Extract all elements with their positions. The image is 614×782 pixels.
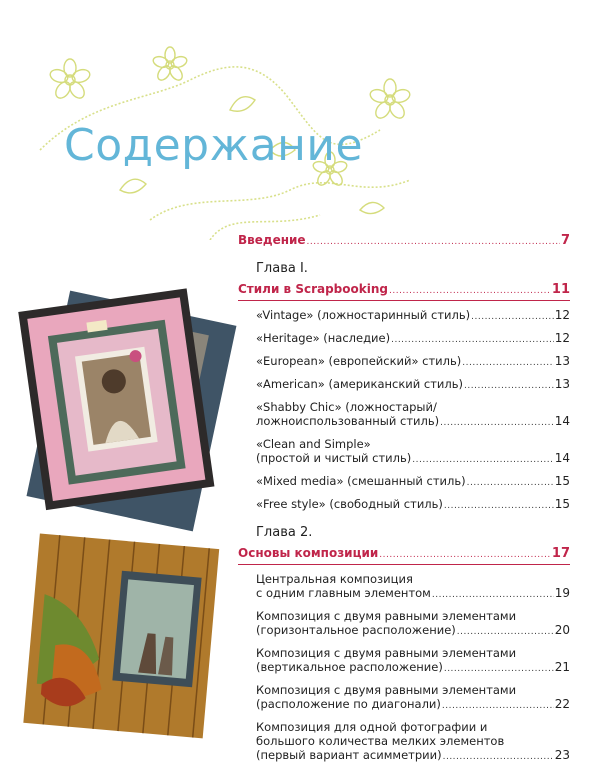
toc-entry-page: 22 <box>554 697 570 711</box>
toc-entry-line: «Vintage» (ложностаринный стиль) <box>256 308 471 322</box>
chapter-1-heading: Глава I. <box>256 261 308 276</box>
toc-entry[interactable] <box>238 437 570 467</box>
toc-chapter2-section[interactable] <box>238 546 570 565</box>
toc-entry-page: 19 <box>554 586 570 600</box>
toc-entry-last-line <box>256 377 570 393</box>
toc-leader-dots <box>467 476 554 490</box>
toc-entry-last-line <box>256 474 570 490</box>
toc-entry-line: большого количества мелких элементов <box>256 734 505 748</box>
toc-leader-dots <box>307 235 560 249</box>
toc-entry-last-line <box>256 748 570 764</box>
toc-leader-dots <box>457 625 554 639</box>
toc-entry[interactable] <box>238 497 570 513</box>
toc-entry-line: «Shabby Chic» (ложностарый/ <box>256 400 437 414</box>
toc-entry-last-line <box>256 331 570 347</box>
toc-leader-dots <box>391 333 554 347</box>
toc-entry-line: с одним главным элементом <box>256 586 431 600</box>
toc-entry[interactable] <box>238 609 570 639</box>
toc-section-page: 17 <box>551 546 570 561</box>
toc-chapter1-section[interactable] <box>238 282 570 301</box>
toc-entry-page: 13 <box>554 377 570 391</box>
toc-leader-dots <box>432 588 554 602</box>
toc-entry-last-line <box>256 451 570 467</box>
toc-leader-dots <box>471 310 554 324</box>
toc-leader-dots <box>464 379 554 393</box>
toc-leader-dots <box>462 356 553 370</box>
toc-entry-line: «American» (американский стиль) <box>256 377 464 391</box>
toc-leader-dots <box>444 499 554 513</box>
toc-section-label: Основы композиции <box>238 546 379 560</box>
toc-entry-page: 21 <box>554 660 570 674</box>
table-of-contents <box>238 233 570 764</box>
toc-entry-page: 15 <box>554 497 570 511</box>
toc-entry-line: (вертикальное расположение) <box>256 660 443 674</box>
toc-entry-last-line <box>256 623 570 639</box>
toc-leader-dots <box>412 453 553 467</box>
toc-entry-line: (горизонтальное расположение) <box>256 623 456 637</box>
toc-entry-line: «European» (европейский» стиль) <box>256 354 462 368</box>
toc-entry[interactable] <box>238 646 570 676</box>
toc-entry-page: 20 <box>554 623 570 637</box>
chapter-1-entries <box>238 308 570 513</box>
toc-section-label: Стили в Scrapbooking <box>238 282 388 296</box>
toc-leader-dots <box>389 284 551 298</box>
toc-entry-last-line <box>256 586 570 602</box>
toc-entry-page: 12 <box>554 331 570 345</box>
toc-entry-page: 12 <box>554 308 570 322</box>
toc-entry-page: 13 <box>554 354 570 368</box>
toc-entry-page: 14 <box>554 451 570 465</box>
toc-intro-page: 7 <box>560 233 570 248</box>
toc-leader-dots <box>440 416 554 430</box>
toc-entry[interactable] <box>238 572 570 602</box>
toc-intro[interactable] <box>238 233 570 249</box>
toc-leader-dots <box>379 548 551 562</box>
toc-entry-last-line <box>256 660 570 676</box>
toc-entry-line: «Mixed media» (смешанный стиль) <box>256 474 466 488</box>
chapter-2-heading: Глава 2. <box>256 525 313 540</box>
toc-entry-line: «Free style» (свободный стиль) <box>256 497 443 511</box>
toc-intro-label: Введение <box>238 233 306 247</box>
toc-entry-last-line <box>256 354 570 370</box>
toc-leader-dots <box>442 699 554 713</box>
toc-entry[interactable] <box>238 308 570 324</box>
toc-entry-line: Композиция с двумя равными элементами <box>256 609 517 623</box>
toc-entry-line: Композиция с двумя равными элементами <box>256 646 517 660</box>
chapter-2-entries <box>238 572 570 764</box>
toc-entry[interactable] <box>238 354 570 370</box>
toc-entry-line: Композиция с двумя равными элементами <box>256 683 517 697</box>
toc-entry-line: «Heritage» (наследие) <box>256 331 391 345</box>
toc-entry-last-line <box>256 497 570 513</box>
toc-entry-line: ложноиспользованный стиль) <box>256 414 440 428</box>
toc-entry-page: 14 <box>554 414 570 428</box>
toc-leader-dots <box>443 750 554 764</box>
toc-entry-last-line <box>256 308 570 324</box>
scrapbook-photo-collage <box>0 270 240 740</box>
toc-entry-line: (расположение по диагонали) <box>256 697 441 711</box>
page-title: Содержание <box>64 120 364 171</box>
toc-entry[interactable] <box>238 377 570 393</box>
toc-entry-line: «Clean and Simple» <box>256 437 371 451</box>
toc-entry-line: Композиция для одной фотографии и <box>256 720 488 734</box>
toc-entry-page: 23 <box>554 748 570 762</box>
toc-entry-line: (простой и чистый стиль) <box>256 451 412 465</box>
toc-leader-dots <box>444 662 554 676</box>
toc-entry[interactable] <box>238 331 570 347</box>
toc-entry-page: 15 <box>554 474 570 488</box>
toc-entry[interactable] <box>238 400 570 430</box>
toc-entry[interactable] <box>238 720 570 764</box>
toc-entry-line: Центральная композиция <box>256 572 413 586</box>
toc-section-page: 11 <box>551 282 570 297</box>
toc-entry-last-line <box>256 697 570 713</box>
toc-entry-last-line <box>256 414 570 430</box>
toc-entry-line: (первый вариант асимметрии) <box>256 748 442 762</box>
toc-entry[interactable] <box>238 683 570 713</box>
toc-entry[interactable] <box>238 474 570 490</box>
